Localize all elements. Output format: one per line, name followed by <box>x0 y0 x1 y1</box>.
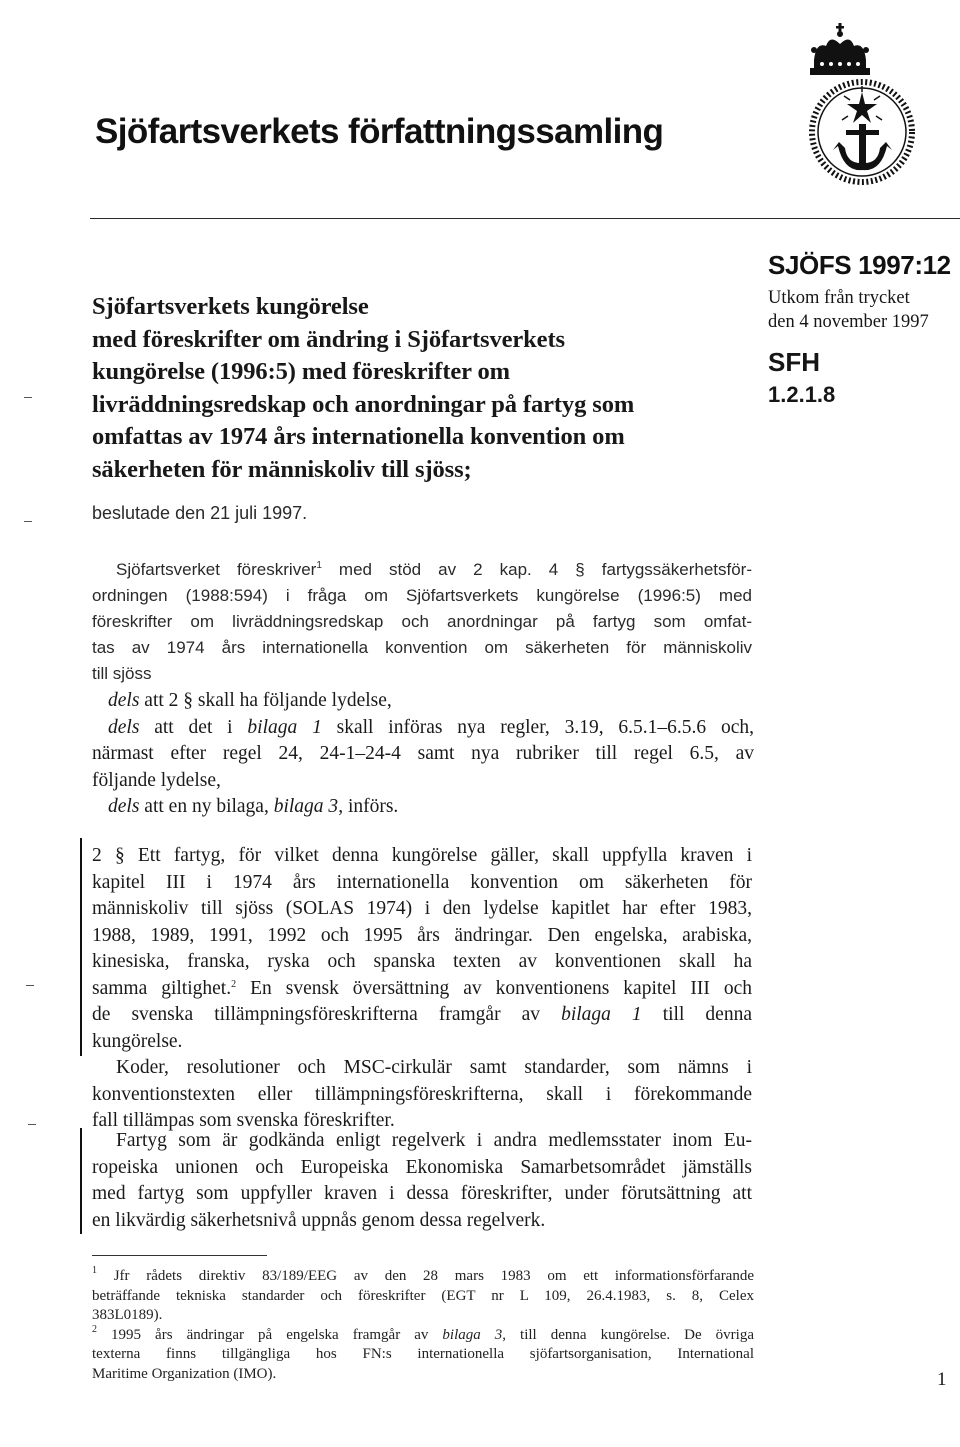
sfh-number: 1.2.1.8 <box>768 382 836 407</box>
footnote-1-continued: beträffande tekniska standarder och föreskrifter (EGT nr L 109, 26.4.1983, s. 8, Celex <box>92 1287 754 1304</box>
margin-mark <box>26 985 34 986</box>
intro-line: till sjöss <box>92 664 152 683</box>
sfh-label: SFH <box>768 347 820 377</box>
section-2-line: människoliv till sjöss (SOLAS 1974) i den lydelse kapitlet har efter 1983, <box>92 898 752 919</box>
dels-item: dels att en ny bilaga, bilaga 3, införs. <box>108 796 399 817</box>
section-2-line: samma giltighet.$^2$ En svensk översättning av konventionens kapitel III och <box>92 977 752 999</box>
footnote-rule <box>92 1255 267 1256</box>
footnotes <box>92 1267 754 1384</box>
footnote-2-continued: Maritime Organization (IMO). <box>92 1365 277 1382</box>
section-2 <box>92 843 752 1055</box>
amendment-list <box>92 688 754 821</box>
document-heading <box>92 291 692 487</box>
heading-line: omfattas av 1974 års internationella konvention om <box>92 423 625 451</box>
crown-anchor-icon <box>800 20 918 192</box>
margin-mark <box>28 1124 36 1125</box>
footnote-2-continued: texterna finns tillgängliga hos FN:s internationella sjöfartsorganisation, International <box>92 1346 754 1362</box>
page-number: 1 <box>937 1369 947 1390</box>
section-2-line: kinesiska, franska, ryska och spanska texten av konventionen skall ha <box>92 951 752 972</box>
collection-title: Sjöfartsverkets författningssamling <box>95 112 664 151</box>
koder-line: konventionstexten eller tillämpningsföreskrifterna, skall i förekommande <box>92 1083 752 1105</box>
heading-line: livräddningsredskap och anordningar på fartyg som <box>92 390 635 418</box>
footnote-1: $^1$ Jfr rådets direktiv 83/189/EEG av den 28 mars 1983 om ett informationsförfarande <box>92 1265 755 1284</box>
header-rule <box>90 218 960 219</box>
fartyg-line: Fartyg som är godkända enligt regelverk i andra medlemsstater inom Eu- <box>116 1130 752 1151</box>
dels-item-continued: närmast efter regel 24, 24-1–24-4 samt nya rubriker till regel 6.5, av <box>92 743 754 764</box>
section-2-line: 1988, 1989, 1991, 1992 och 1995 års ändringar. Den engelska, arabiska, <box>92 924 752 946</box>
heading-line: säkerheten för människoliv till sjöss; <box>92 455 472 483</box>
fartyg-line: med fartyg som uppfyller kraven i dessa föreskrifter, under förutsättning att <box>92 1183 752 1204</box>
heading-line: kungörelse (1996:5) med föreskrifter om <box>92 358 510 386</box>
koder-paragraph <box>92 1055 752 1135</box>
heading-line: med föreskrifter om ändring i Sjöfartsverkets <box>92 325 565 353</box>
section-2-line: 2 § Ett fartyg, för vilket denna kungörelse gäller, skall uppfylla kraven i <box>92 845 752 866</box>
dels-item: dels att det i bilaga 1 skall införas nya regler, 3.19, 6.5.1–6.5.6 och, <box>108 716 754 738</box>
section-2-line: kungörelse. <box>92 1030 183 1052</box>
fartyg-line: en likvärdig säkerhetsnivå uppnås genom dessa regelverk. <box>92 1209 546 1231</box>
change-bar <box>80 1128 82 1234</box>
fartyg-paragraph <box>92 1128 752 1234</box>
sjofs-number: SJÖFS 1997:12 <box>768 250 951 280</box>
decision-date: beslutade den 21 juli 1997. <box>92 503 308 523</box>
footnote-1-continued: 383L0189). <box>92 1307 163 1323</box>
intro-line: föreskrifter om livräddningsredskap och anordningar på fartyg som omfat- <box>92 612 752 631</box>
intro-line: ordningen (1988:594) i fråga om Sjöfartsverkets kungörelse (1996:5) med <box>92 586 752 605</box>
heading-line: Sjöfartsverkets kungörelse <box>92 293 369 320</box>
margin-mark <box>24 521 32 522</box>
section-2-line: kapitel III i 1974 års internationella konvention om säkerheten för <box>92 871 752 893</box>
dels-item-continued: följande lydelse, <box>92 769 221 791</box>
dels-item: dels att 2 § skall ha följande lydelse, <box>108 690 392 711</box>
change-bar <box>80 838 82 1056</box>
utkom-line-2: den 4 november 1997 <box>768 312 929 332</box>
intro-line: tas av 1974 års internationella konvention om säkerheten för människoliv <box>92 638 752 657</box>
section-2-line: de svenska tillämpningsföreskrifterna framgår av bilaga 1 till denna <box>92 1004 752 1025</box>
fartyg-line: ropeiska unionen och Europeiska Ekonomiska Samarbetsområdet jämställs <box>92 1156 752 1178</box>
footnote-ref: 1 <box>316 560 322 571</box>
intro-line: Sjöfartsverket föreskriver$^1$ med stöd av 2 kap. 4 § fartygssäkerhetsför- <box>116 560 752 579</box>
reference-block <box>768 250 960 408</box>
utkom-line-1: Utkom från trycket <box>768 288 910 308</box>
footnote-2: $^2$ 1995 års ändringar på engelska framgår av bilaga 3, till denna kungörelse. De övriga <box>92 1323 754 1343</box>
koder-line: fall tillämpas som svenska föreskrifter. <box>92 1110 395 1131</box>
intro-paragraph <box>92 557 752 687</box>
margin-mark <box>24 397 32 398</box>
footnote-ref: 2 <box>231 978 237 990</box>
koder-line: Koder, resolutioner och MSC-cirkulär samt standarder, som nämns i <box>116 1057 752 1078</box>
